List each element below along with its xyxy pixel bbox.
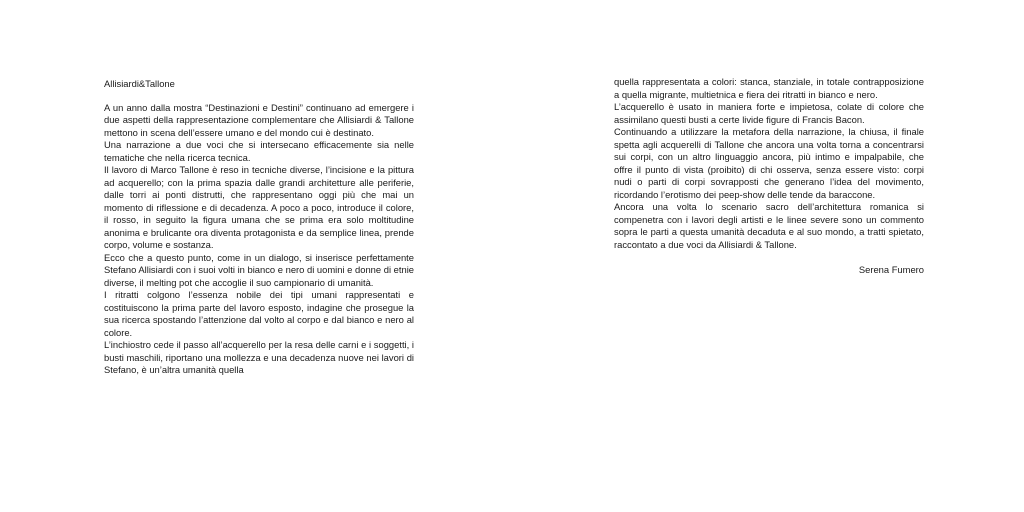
- paragraph: Ecco che a questo punto, come in un dialogo, si inserisce perfettamente Stefano Allisiardi con i suoi volti in bianco e nero di uomini e donne di etnie diverse, il melting pot che accoglie il suo campionario di umanità.: [104, 251, 414, 288]
- paragraph: Il lavoro di Marco Tallone è reso in tecniche diverse, l’incisione e la pittura ad acquerello; con la prima spazia dalle grandi architetture alle periferie, dalle torri ai ponti distrutti, che rappresentano oggi più che mai un momento di riflessione e di decadenza. A poco a poco, introduce il colore, il rosso, in seguito la figura umana che se prima era solo moltitudine anonima e brulicante ora diventa protagonista e da semplice linea, prende corpo, volume e sostanza.: [104, 164, 414, 250]
- paragraph: quella rappresentata a colori: stanca, stanziale, in totale contrapposizione a quella migrante, multietnica e fiera dei ritratti in bianco e nero.: [614, 76, 924, 100]
- author-signature: Serena Fumero: [858, 264, 924, 275]
- document-heading: Allisiardi&Tallone: [104, 78, 175, 89]
- right-column: [614, 76, 924, 277]
- paragraph: L’inchiostro cede il passo all’acquerello per la resa delle carni e i soggetti, i busti maschili, riportano una mollezza e una decadenza nuove nei lavori di Stefano, è un’altra umanità quella: [104, 339, 414, 375]
- paragraph: L’acquerello è usato in maniera forte e impietosa, colate di colore che assimilano questi busti a certe livide figure di Francis Bacon.: [614, 101, 924, 125]
- paragraph: Ancora una volta lo scenario sacro dell’architettura romanica si compenetra con i lavori degli artisti e le linee severe sono un commento sopra le parti a questa umanità decaduta e al suo mondo, a tratti spietato, raccontato a due voci da Allisiardi & Tallone.: [614, 201, 924, 250]
- paragraph: A un anno dalla mostra “Destinazioni e Destini” continuano ad emergere i due aspetti della rappresentazione complementare che Allisiardi & Tallone mettono in scena dell’essere umano e del mondo cui è destinato.: [104, 101, 414, 138]
- left-column: [104, 78, 414, 377]
- paragraph: Continuando a utilizzare la metafora della narrazione, la chiusa, il finale spetta agli acquerelli di Tallone che ancora una volta torna a concentrarsi sui corpi, con un altro linguaggio ancora, più intimo e impalpabile, che offre il punto di vista (proibito) di chi osserva, senza essere visto: corpi nudi o parti di corpi sovrapposti che generano l’idea del movimento, ricordando l’erotismo dei peep-show delle tende da baraccone.: [614, 126, 924, 200]
- paragraph: Una narrazione a due voci che si intersecano efficacemente sia nelle tematiche che nella ricerca tecnica.: [104, 139, 414, 163]
- paragraph: I ritratti colgono l’essenza nobile dei tipi umani rappresentati e costituiscono la prima parte del lavoro esposto, indagine che prosegue la sua ricerca spostando l’attenzione dal volto al corpo e dal bianco e nero al colore.: [104, 289, 414, 338]
